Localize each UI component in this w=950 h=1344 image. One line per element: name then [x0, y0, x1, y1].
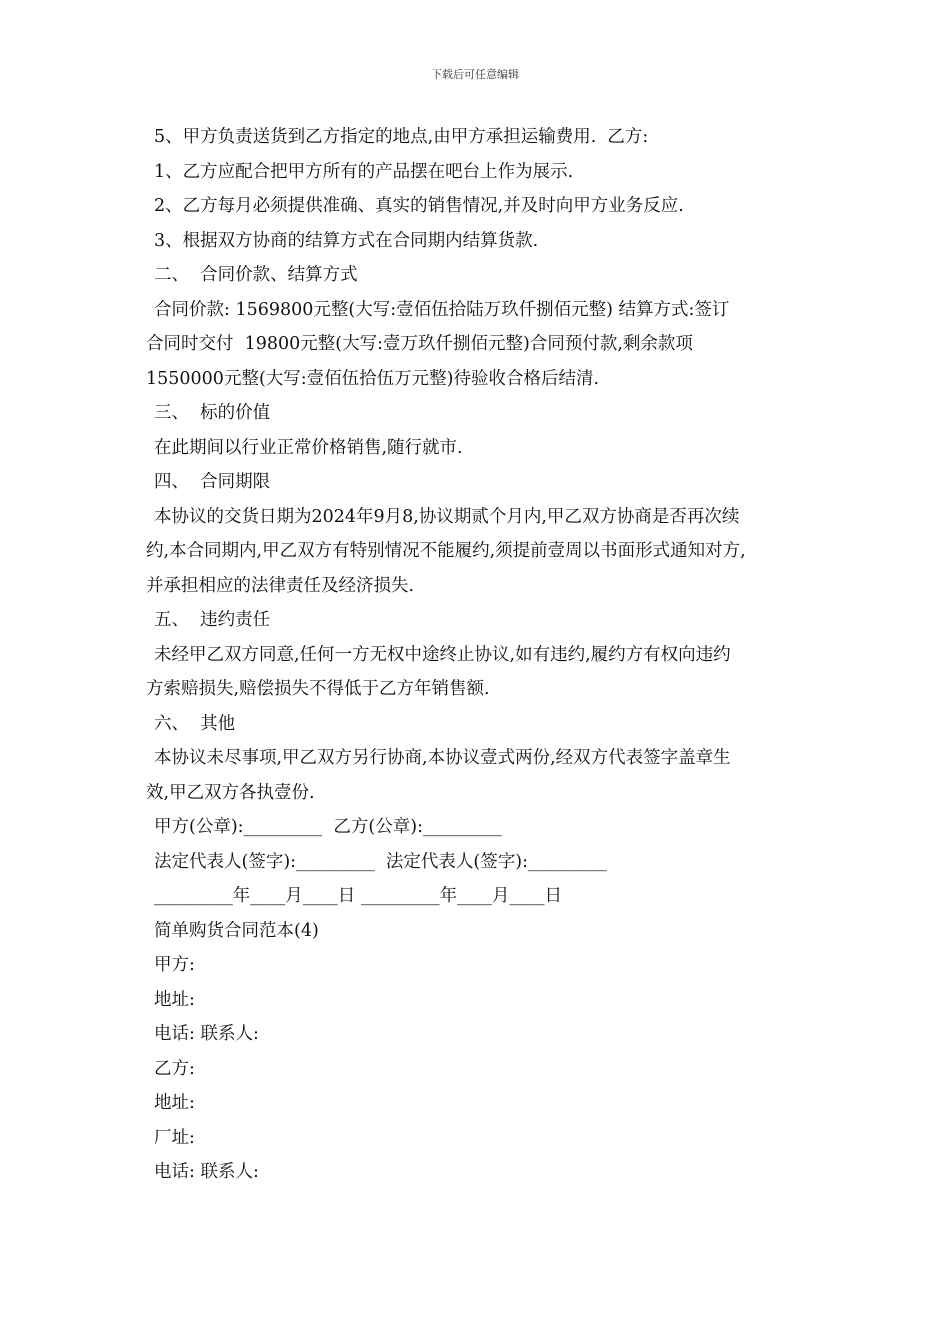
party-b-factory: 厂址:: [154, 1127, 195, 1148]
signature-date-line: _________年____月____日 _________年____月____日: [154, 886, 563, 906]
party-b-phone: 电话: 联系人:: [154, 1162, 259, 1182]
paragraph-line: 合同时交付 19800元整(大写:壹万玖仟捌佰元整)合同预付款,剩余款项: [146, 334, 693, 354]
document-body: [146, 120, 816, 1190]
section-heading: 六、 其他: [154, 713, 236, 734]
paragraph-line: 在此期间以行业正常价格销售,随行就市.: [154, 437, 463, 458]
contract-title: 简单购货合同范本(4): [154, 920, 319, 941]
paragraph-line: 本协议未尽事项,甲乙双方另行协商,本协议壹式两份,经双方代表签字盖章生: [154, 748, 731, 768]
party-b-address: 地址:: [154, 1093, 195, 1113]
clause-line: 2、乙方每月必须提供准确、真实的销售情况,并及时向甲方业务反应.: [154, 196, 684, 216]
clause-line: 3、根据双方协商的结算方式在合同期内结算货款.: [154, 230, 539, 251]
signature-representative-line: 法定代表人(签字):_________ 法定代表人(签字):_________: [154, 851, 607, 872]
paragraph-line: 本协议的交货日期为2024年9月8,协议期贰个月内,甲乙双方协商是否再次续: [154, 506, 740, 527]
party-a-label: 甲方:: [154, 955, 195, 975]
party-b-label: 乙方:: [154, 1058, 195, 1079]
paragraph-line: 方索赔损失,赔偿损失不得低于乙方年销售额.: [146, 679, 490, 699]
paragraph-line: 1550000元整(大写:壹佰伍拾伍万元整)待验收合格后结清.: [146, 368, 600, 389]
clause-line: 5、甲方负责送货到乙方指定的地点,由甲方承担运输费用. 乙方:: [154, 127, 649, 147]
section-heading: 三、 标的价值: [154, 403, 271, 423]
paragraph-line: 约,本合同期内,甲乙双方有特别情况不能履约,须提前壹周以书面形式通知对方,: [146, 541, 746, 561]
signature-seal-line: 甲方(公章):_________ 乙方(公章):_________: [154, 817, 502, 837]
page-header-note: 下载后可任意编辑: [431, 68, 519, 81]
paragraph-line: 合同价款: 1569800元整(大写:壹佰伍拾陆万玖仟捌佰元整) 结算方式:签订: [154, 299, 730, 320]
paragraph-line: 未经甲乙双方同意,任何一方无权中途终止协议,如有违约,履约方有权向违约: [154, 644, 731, 665]
section-heading: 四、 合同期限: [154, 472, 271, 492]
clause-line: 1、乙方应配合把甲方所有的产品摆在吧台上作为展示.: [154, 161, 574, 182]
paragraph-line: 效,甲乙双方各执壹份.: [146, 782, 315, 803]
section-heading: 五、 违约责任: [154, 610, 271, 630]
party-a-phone: 电话: 联系人:: [154, 1024, 259, 1044]
paragraph-line: 并承担相应的法律责任及经济损失.: [146, 575, 415, 596]
party-a-address: 地址:: [154, 989, 195, 1010]
section-heading: 二、 合同价款、结算方式: [154, 265, 358, 285]
